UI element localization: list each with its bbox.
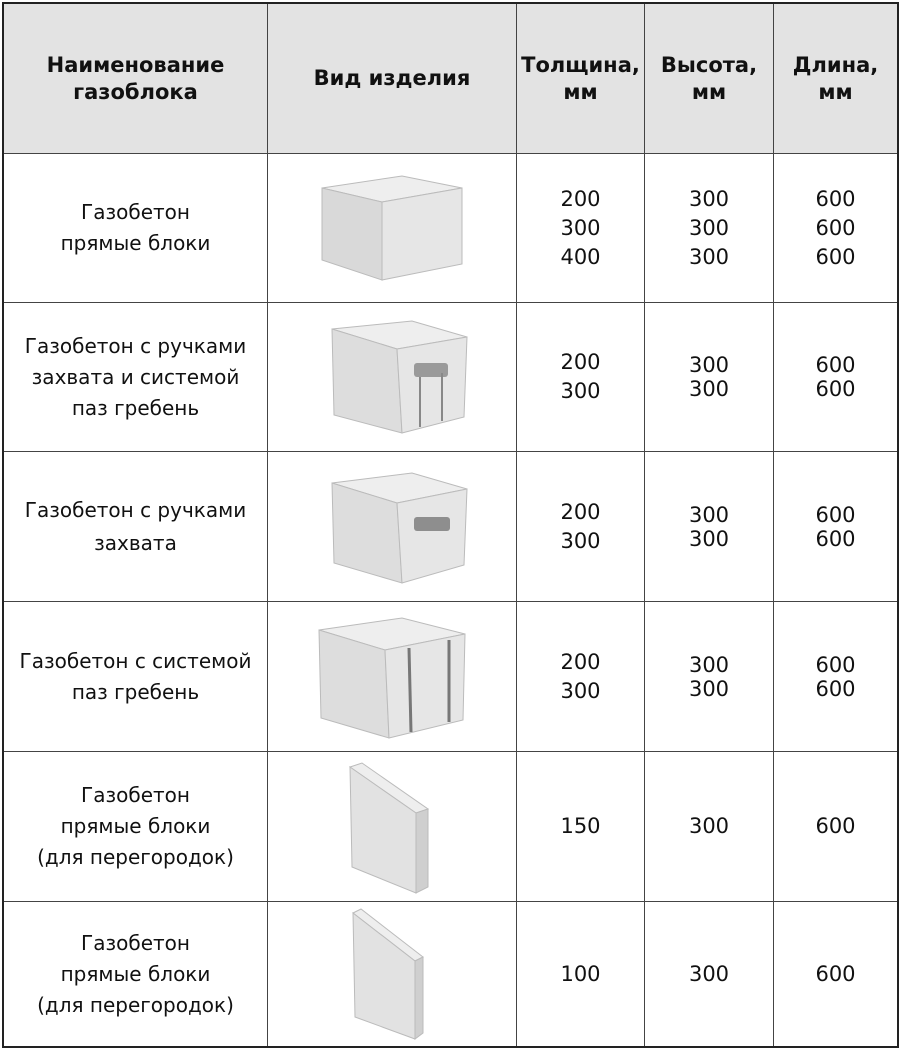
row-image-cell	[268, 154, 517, 302]
table-row	[4, 602, 897, 752]
row-image-cell	[268, 452, 517, 601]
row-thickness: 200 300	[517, 303, 645, 451]
row-thickness: 200 300	[517, 452, 645, 601]
row-image-cell	[268, 752, 517, 901]
table-row	[4, 303, 897, 452]
row-length: 600	[815, 814, 856, 838]
header-thickness: Толщина, мм	[517, 4, 645, 153]
table-row	[4, 902, 897, 1046]
row-height: 300 300 300	[645, 154, 774, 302]
header-view: Вид изделия	[268, 4, 517, 153]
row-name: Газобетон с системой паз гребень	[4, 602, 268, 751]
row-image-cell	[268, 902, 517, 1046]
row-height: 300 300	[645, 452, 774, 601]
product-table	[2, 2, 899, 1048]
row-name: Газобетон с ручками захвата и системой паз гребень	[4, 303, 268, 451]
partition-block-icon	[332, 757, 452, 897]
row-image-cell	[268, 303, 517, 451]
tongue-groove-block-icon	[297, 612, 487, 742]
row-thickness: 150	[517, 752, 645, 901]
header-length: Длина, мм	[792, 52, 879, 104]
row-name: Газобетон прямые блоки (для перегородок)	[4, 752, 268, 901]
row-name: Газобетон с ручками захвата	[4, 452, 268, 601]
row-height: 300 300	[645, 602, 774, 751]
header-name: Наименование газоблока	[4, 4, 268, 153]
table-row	[4, 752, 897, 902]
row-thickness: 200 300	[517, 602, 645, 751]
row-height: 300 300	[645, 303, 774, 451]
table-row	[4, 452, 897, 602]
row-thickness: 200 300 400	[517, 154, 645, 302]
straight-block-icon	[302, 168, 482, 288]
table-header	[4, 4, 897, 154]
row-length: 600 600	[815, 502, 856, 551]
row-name: Газобетон прямые блоки (для перегородок)	[4, 902, 268, 1046]
row-thickness: 100	[517, 902, 645, 1046]
row-length: 600	[815, 961, 856, 986]
row-height: 300	[645, 902, 774, 1046]
row-length: 600 600	[815, 652, 856, 701]
row-length: 600 600	[815, 353, 856, 401]
row-name: Газобетон прямые блоки	[4, 154, 268, 302]
header-height: Высота, мм	[645, 4, 774, 153]
grip-tongue-groove-block-icon	[302, 315, 482, 439]
table-row	[4, 154, 897, 303]
grip-block-icon	[302, 465, 482, 589]
thin-partition-block-icon	[337, 905, 447, 1043]
row-height: 300	[645, 752, 774, 901]
row-image-cell	[268, 602, 517, 751]
row-length: 600 600 600	[815, 186, 856, 269]
